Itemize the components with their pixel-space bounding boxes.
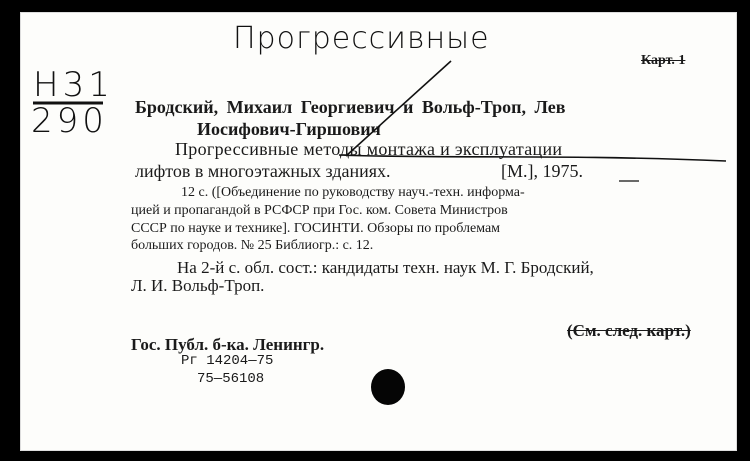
catalog-card: [20, 12, 737, 451]
note-line-2: цией и пропагандой в РСФСР при Гос. ком. Совета Министров: [131, 203, 508, 218]
pen-marks: [21, 13, 736, 450]
title-line-2: лифтов в многоэтажных зданиях.: [135, 161, 391, 181]
author-line: Бродский, Михаил Георгиевич и Вольф-Троп, Лев: [135, 97, 566, 117]
author-continuation: Иосифович-Гиршович: [197, 119, 381, 139]
note-line-3: СССР по науке и технике]. ГОСИНТИ. Обзоры по проблемам: [131, 221, 501, 236]
call-number-top: Н31: [33, 65, 114, 105]
note-line-4: больших городов. № 25 Библиогр.: с. 12.: [131, 238, 374, 253]
note-line-1: 12 с. ([Объединение по руководству науч.-техн. информа-: [181, 185, 525, 200]
call-number-bottom: 290: [31, 101, 108, 141]
title-line-1: Прогрессивные методы монтажа и эксплуатации: [175, 139, 563, 159]
authors-note-2: Л. И. Вольф-Троп.: [131, 276, 265, 295]
authors-note-1: На 2-й с. обл. сост.: кандидаты техн. наук М. Г. Бродский,: [177, 258, 594, 277]
card-label: Карт. 1: [641, 53, 686, 68]
library-name: Гос. Публ. б-ка. Ленингр.: [131, 335, 325, 354]
imprint: [М.], 1975.: [501, 161, 583, 181]
see-next-card: (См. след. карт.): [567, 321, 691, 340]
registration-number: Рг 14204—75: [181, 353, 274, 369]
handwritten-title: Прогрессивные: [233, 21, 490, 56]
accession-number: 75—56108: [197, 371, 265, 387]
